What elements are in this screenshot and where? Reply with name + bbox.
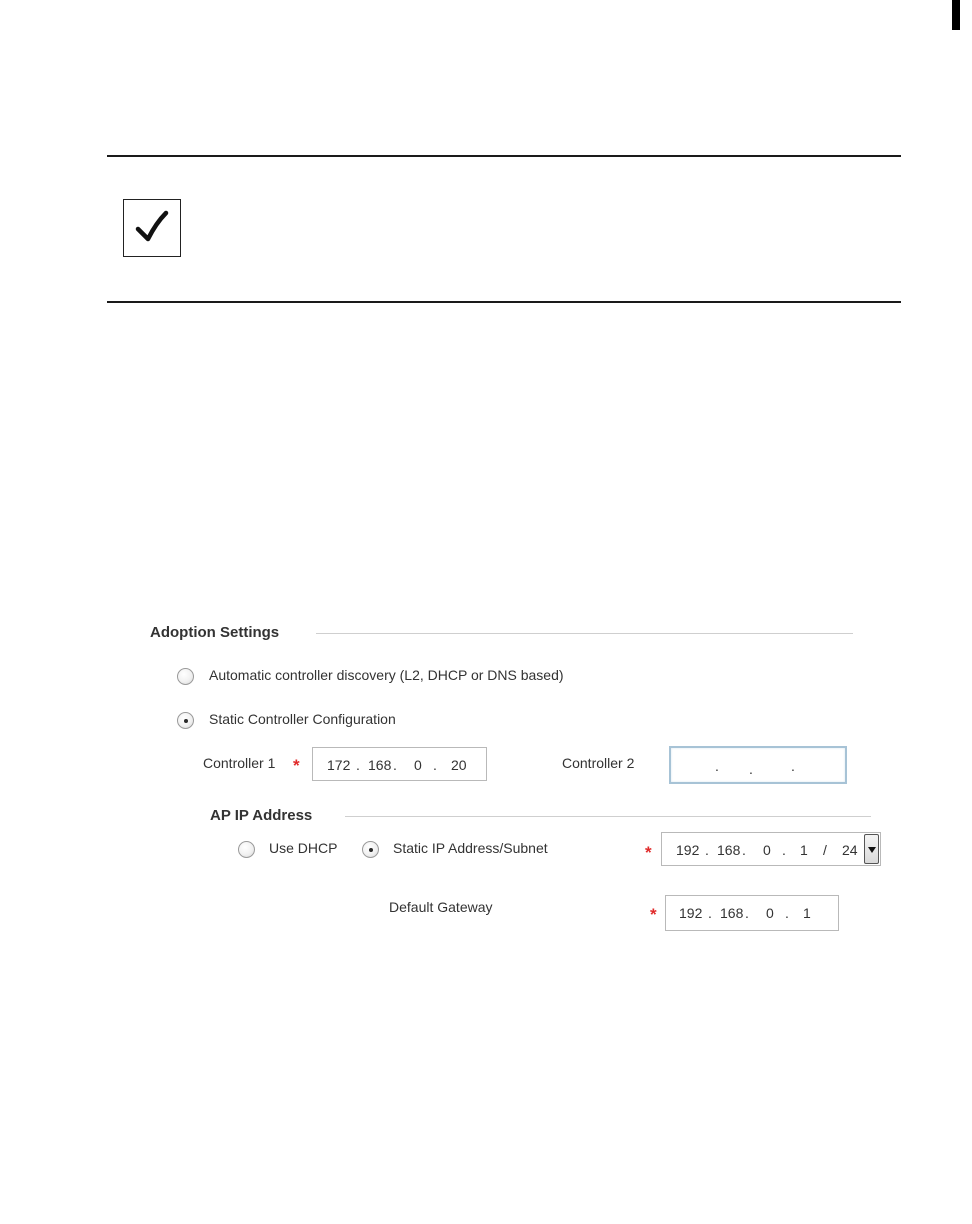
octet-separator: .: [782, 842, 786, 858]
octet-separator: .: [785, 905, 789, 921]
static-ip-radio[interactable]: [362, 841, 379, 858]
octet: 20: [451, 757, 467, 773]
controller2-label: Controller 2: [562, 755, 635, 771]
controller1-required-mark: *: [293, 756, 300, 775]
static-ip-subnet-input[interactable]: [661, 832, 881, 866]
auto-discovery-label: Automatic controller discovery (L2, DHCP or DNS based): [209, 667, 564, 683]
octet: 1: [803, 905, 811, 921]
controller2-ip-input[interactable]: [669, 746, 847, 784]
default-gateway-input[interactable]: [665, 895, 839, 931]
default-gateway-label: Default Gateway: [389, 899, 493, 915]
controller1-label: Controller 1: [203, 755, 276, 771]
octet: 168: [717, 842, 741, 858]
default-gateway-required-mark: *: [650, 905, 657, 924]
chevron-down-icon[interactable]: [864, 834, 879, 864]
static-controller-label: Static Controller Configuration: [209, 711, 396, 727]
octet-separator: .: [745, 905, 749, 921]
note-top-rule: [107, 155, 901, 157]
checkmark-icon: [133, 209, 171, 247]
static-controller-radio[interactable]: [177, 712, 194, 729]
controller1-ip-input[interactable]: [312, 747, 487, 781]
ap-ip-address-divider: [345, 816, 871, 817]
octet: 192: [676, 842, 700, 858]
auto-discovery-radio[interactable]: [177, 668, 194, 685]
adoption-settings-title: Adoption Settings: [150, 624, 280, 641]
adoption-settings-divider: [316, 633, 853, 634]
ap-ip-address-title: AP IP Address: [210, 807, 313, 824]
octet: 168: [368, 757, 392, 773]
octet: 1: [800, 842, 808, 858]
octet-separator: .: [742, 842, 746, 858]
use-dhcp-label: Use DHCP: [269, 840, 338, 856]
octet-separator: .: [356, 757, 360, 773]
octet: 0: [414, 757, 422, 773]
octet-separator: .: [705, 842, 709, 858]
octet: 0: [763, 842, 771, 858]
subnet-mask-value: 24: [842, 842, 858, 858]
octet-separator: .: [791, 758, 795, 774]
static-ip-required-mark: *: [645, 843, 652, 862]
octet: 172: [327, 757, 351, 773]
octet: 0: [766, 905, 774, 921]
page-edge-tab: [952, 0, 960, 30]
static-ip-label: Static IP Address/Subnet: [393, 840, 548, 856]
octet-separator: .: [393, 757, 397, 773]
use-dhcp-radio[interactable]: [238, 841, 255, 858]
octet-separator: .: [749, 761, 753, 777]
note-box: [123, 199, 181, 257]
octet-separator: .: [433, 757, 437, 773]
octet-separator: .: [708, 905, 712, 921]
octet: 168: [720, 905, 744, 921]
subnet-separator: /: [823, 842, 827, 858]
note-bottom-rule: [107, 301, 901, 303]
octet: 192: [679, 905, 703, 921]
octet-separator: .: [715, 758, 719, 774]
